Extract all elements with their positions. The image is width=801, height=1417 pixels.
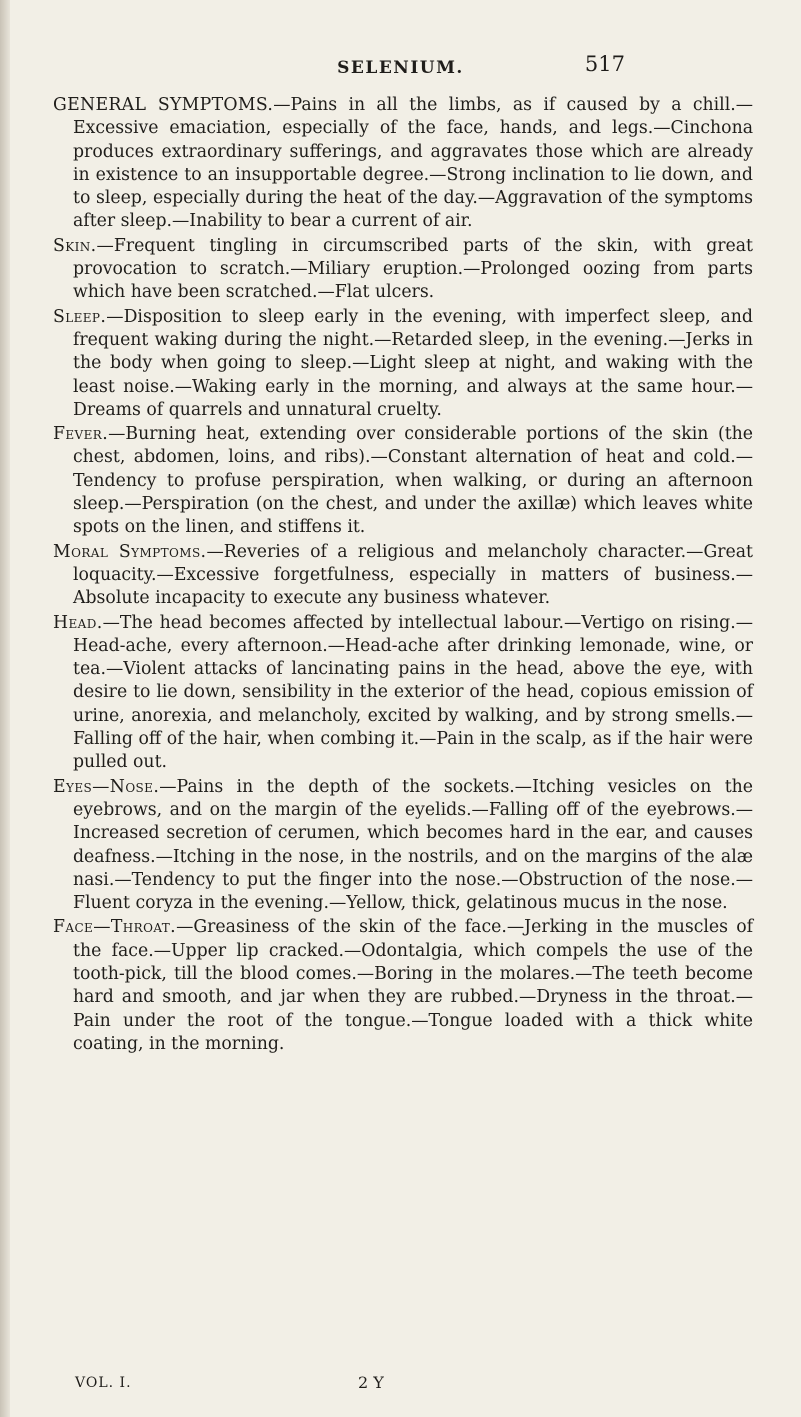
section-heading: Sleep. — [53, 306, 107, 327]
page-footer — [0, 1375, 801, 1399]
section-moral-symptoms — [53, 541, 753, 611]
section-face-throat — [53, 916, 753, 1056]
section-eyes-nose — [53, 776, 753, 916]
section-heading: GENERAL SYMPTOMS. — [53, 95, 274, 115]
section-sleep — [53, 306, 753, 422]
section-text: —Pains in all the limbs, as if caused by a chill.—Excessive emaciation, especially of the face, hands, and legs.—Cinchona produces extraordinary sufferings, and aggravates those which are already in existence to an insupportable degree.—Strong inclination to lie down, and to sleep, especially during the heat of the day.—Aggravation of the symptoms after sleep.—Inability to bear a current of air. — [73, 95, 753, 232]
section-text: —Burning heat, extending over considerable portions of the skin (the chest, abdomen, loins, and ribs).—Constant alternation of heat and cold.—Tendency to profuse perspiration, when walking, or during an afternoon sleep.—Perspiration (on the chest, and under the axillæ) which leaves white spots on the linen, and stiffens it. — [73, 424, 753, 538]
section-text: —Greasiness of the skin of the face.—Jerking in the muscles of the face.—Upper lip cracked.—Odontalgia, which compels the use of the tooth-pick, till the blood comes.—Boring in the molares.—The teeth become hard and smooth, and jar when they are rubbed.—Dryness in the throat.—Pain under the root of the tongue.—Tongue loaded with a thick white coating, in the morning. — [73, 917, 753, 1054]
section-text: —Frequent tingling in circumscribed parts of the skin, with great provocation to scratch.—Miliary eruption.—Prolonged oozing from parts which have been scratched.—Flat ulcers. — [73, 235, 753, 303]
section-heading: Skin. — [53, 235, 97, 256]
section-general-symptoms — [53, 94, 753, 234]
section-head — [53, 612, 753, 775]
section-text: —Reveries of a religious and melancholy character.—Great loquacity.—Excessive forgetfulness, especially in matters of business.—Absolute incapacity to execute any business whatever. — [73, 541, 753, 609]
section-heading: Eyes—Nose. — [53, 776, 160, 797]
running-title: SELENIUM. — [337, 58, 464, 78]
body-text — [53, 94, 753, 1057]
volume-label: VOL. I. — [75, 1375, 132, 1391]
section-text: —Pains in the depth of the sockets.—Itching vesicles on the eyebrows, and on the margin of the eyelids.—Falling off of the eyebrows.—Increased secretion of cerumen, which becomes hard in the ear, and causes deafness.—Itching in the nose, in the nostrils, and on the margins of the alæ nasi.—Tendency to put the finger into the nose.—Obstruction of the nose.—Fluent coryza in the evening.—Yellow, thick, gelatinous mucus in the nose. — [73, 776, 753, 914]
section-heading: Head. — [53, 612, 103, 633]
page-binding-edge — [0, 0, 10, 1417]
running-header — [0, 52, 801, 82]
section-heading: Face—Throat. — [53, 917, 177, 938]
section-heading: Moral Symptoms. — [53, 541, 207, 562]
section-text: —The head becomes affected by intellectual labour.—Vertigo on rising.—Head-ache, every afternoon.—Head-ache after drinking lemonade, wine, or tea.—Violent attacks of lancinating pains in the head, above the eye, with desire to lie down, sensibility in the exterior of the head, copious emission of urine, anorexia, and melancholy, excited by walking, and by strong smells.—Falling off of the hair, when combing it.—Pain in the scalp, as if the hair were pulled out. — [73, 612, 753, 773]
signature-mark: 2 Y — [358, 1373, 384, 1392]
section-text: —Disposition to sleep early in the evening, with imperfect sleep, and frequent waking during the night.—Retarded sleep, in the evening.—Jerks in the body when going to sleep.—Light sleep at night, and waking with the least noise.—Waking early in the morning, and always at the same hour.—Dreams of quarrels and unnatural cruelty. — [73, 306, 753, 420]
page-number: 517 — [584, 52, 625, 76]
section-skin — [53, 235, 753, 305]
section-fever — [53, 423, 753, 539]
section-heading: Fever. — [53, 424, 109, 445]
